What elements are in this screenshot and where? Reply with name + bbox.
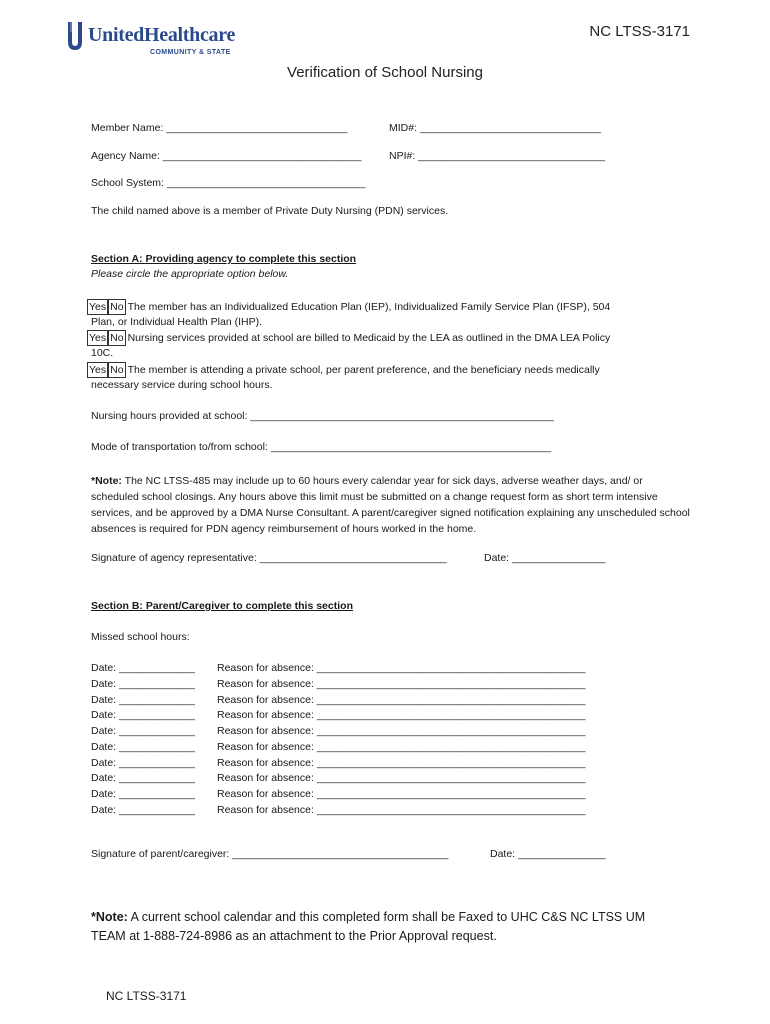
absence-date-field: Date: _____________ bbox=[91, 757, 195, 769]
transportation-field: Mode of transportation to/from school: ________________________________________________ bbox=[91, 441, 552, 453]
document-number: NC LTSS-3171 bbox=[589, 23, 690, 40]
absence-reason-field: Reason for absence: ______________________________________________ bbox=[217, 772, 586, 784]
absence-row bbox=[91, 662, 195, 674]
absence-date-field: Date: _____________ bbox=[91, 804, 195, 816]
footer-note-text: A current school calendar and this completed form shall be Faxed to UHC C&S NC LTSS UM TEAM at 1-888-724-8986 as an attachment to the Prior Approval request. bbox=[91, 910, 646, 943]
absence-reason-field: Reason for absence: ______________________________________________ bbox=[217, 788, 586, 800]
section-a-instruction: Please circle the appropriate option below. bbox=[91, 268, 289, 280]
footer-document-number: NC LTSS-3171 bbox=[106, 989, 187, 1003]
absence-reason-field: Reason for absence: ______________________________________________ bbox=[217, 694, 586, 706]
absence-date-field: Date: _____________ bbox=[91, 772, 195, 784]
note-text: The NC LTSS-485 may include up to 60 hours every calendar year for sick days, adverse weather days, and/ or scheduled school closings. Any hours above this limit must be submitted on a change request form as short term intensive services, and be approved by a DMA Nurse Consultant. A parent/caregiver signed notification explaining any unscheduled school absences is required for PDN agency reimbursement of hours worked in the home. bbox=[91, 475, 690, 535]
q1-no-option[interactable]: No bbox=[110, 301, 124, 313]
agency-signature-field: Signature of agency representative: ________________________________ bbox=[91, 552, 447, 564]
page-title: Verification of School Nursing bbox=[287, 64, 483, 81]
absence-date-field: Date: _____________ bbox=[91, 709, 195, 721]
agency-name-field: Agency Name: __________________________________ bbox=[91, 150, 362, 162]
school-system-field: School System: __________________________________ bbox=[91, 177, 366, 189]
footer-note-label: *Note: bbox=[91, 910, 128, 924]
absence-date-field: Date: _____________ bbox=[91, 788, 195, 800]
nursing-hours-field: Nursing hours provided at school: ____________________________________________________ bbox=[91, 410, 554, 422]
absence-reason-field: Reason for absence: ______________________________________________ bbox=[217, 804, 586, 816]
absence-reason-field: Reason for absence: ______________________________________________ bbox=[217, 678, 586, 690]
note-label: *Note: bbox=[91, 475, 122, 487]
q3-no-option[interactable]: No bbox=[110, 364, 124, 376]
q2-no-option[interactable]: No bbox=[110, 332, 124, 344]
section-a-heading: Section A: Providing agency to complete this section bbox=[91, 253, 357, 265]
parent-signature-field: Signature of parent/caregiver: _____________________________________ bbox=[91, 848, 449, 860]
member-name-field: Member Name: _______________________________ bbox=[91, 122, 348, 134]
absence-reason-field: Reason for absence: ______________________________________________ bbox=[217, 709, 586, 721]
absence-date-field: Date: _____________ bbox=[91, 678, 195, 690]
absence-reason-field: Reason for absence: ______________________________________________ bbox=[217, 725, 586, 737]
logo-u-icon bbox=[66, 20, 84, 52]
absence-date-field: Date: _____________ bbox=[91, 662, 195, 674]
question-3 bbox=[87, 362, 600, 378]
npi-field: NPI#: ________________________________ bbox=[389, 150, 606, 162]
q3-text-cont: necessary service during school hours. bbox=[91, 379, 273, 391]
agency-date-field: Date: ________________ bbox=[484, 552, 606, 564]
mid-field: MID#: _______________________________ bbox=[389, 122, 601, 134]
question-2 bbox=[87, 330, 610, 346]
parent-date-field: Date: _______________ bbox=[490, 848, 606, 860]
q2-text: Nursing services provided at school are billed to Medicaid by the LEA as outlined in the DMA LEA Policy bbox=[127, 332, 611, 344]
q2-text-cont: 10C. bbox=[91, 347, 114, 359]
unitedhealthcare-logo bbox=[66, 20, 246, 60]
q3-text: The member is attending a private school, per parent preference, and the beneficiary needs medically bbox=[127, 364, 600, 376]
section-b-heading: Section B: Parent/Caregiver to complete this section bbox=[91, 600, 353, 612]
q1-text-cont: Plan, or Individual Health Plan (IHP). bbox=[91, 316, 262, 328]
q2-yes-option[interactable]: Yes bbox=[89, 332, 107, 344]
q1-text: The member has an Individualized Education Plan (IEP), Individualized Family Service Plan (IFSP), 504 bbox=[127, 301, 611, 313]
logo-wordmark: UnitedHealthcare bbox=[88, 24, 236, 46]
logo-subtitle: COMMUNITY & STATE bbox=[150, 49, 231, 56]
q1-yes-option[interactable]: Yes bbox=[89, 301, 107, 313]
section-a-note bbox=[91, 473, 691, 537]
absence-reason-field: Reason for absence: ______________________________________________ bbox=[217, 662, 586, 674]
absence-date-field: Date: _____________ bbox=[91, 741, 195, 753]
intro-text: The child named above is a member of Private Duty Nursing (PDN) services. bbox=[91, 205, 449, 217]
absence-date-field: Date: _____________ bbox=[91, 725, 195, 737]
absence-reason-field: Reason for absence: ______________________________________________ bbox=[217, 741, 586, 753]
missed-hours-label: Missed school hours: bbox=[91, 631, 190, 643]
absence-reason-field: Reason for absence: ______________________________________________ bbox=[217, 757, 586, 769]
footer-note bbox=[91, 908, 651, 946]
absence-date-field: Date: _____________ bbox=[91, 694, 195, 706]
question-1 bbox=[87, 299, 610, 315]
q3-yes-option[interactable]: Yes bbox=[89, 364, 107, 376]
